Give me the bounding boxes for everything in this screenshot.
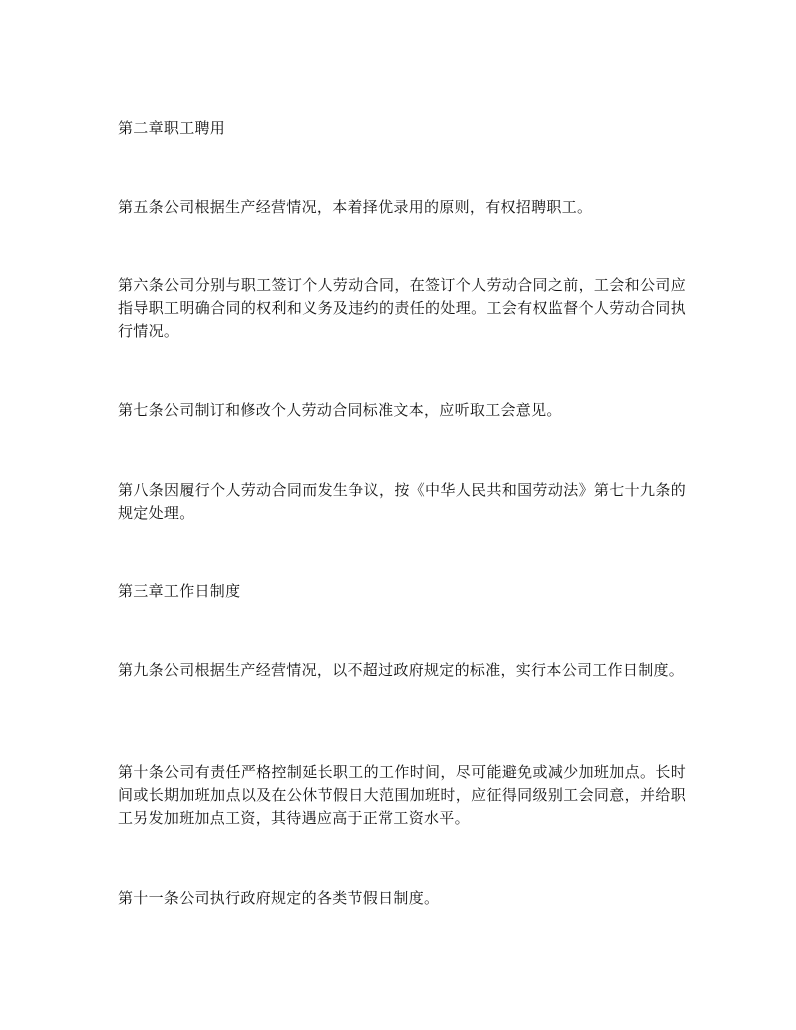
article-9: 第九条公司根据生产经营情况，以不超过政府规定的标准，实行本公司工作日制度。 xyxy=(118,661,685,679)
chapter-heading-3: 第三章工作日制度 xyxy=(118,582,241,600)
article-6: 第六条公司分别与职工签订个人劳动合同，在签订个人劳动合同之前，工会和公司应指导职工明确合同的权利和义务及违约的责任的处理。工会有权监督个人劳动合同执行情况。 xyxy=(118,276,686,340)
article-11: 第十一条公司执行政府规定的各类节假日制度。 xyxy=(118,889,440,907)
chapter-heading-2: 第二章职工聘用 xyxy=(118,119,226,137)
article-8: 第八条因履行个人劳动合同而发生争议，按《中华人民共和国劳动法》第七十九条的规定处理。 xyxy=(118,481,686,522)
article-7: 第七条公司制订和修改个人劳动合同标准文本，应听取工会意见。 xyxy=(118,401,562,419)
article-5: 第五条公司根据生产经营情况，本着择优录用的原则，有权招聘职工。 xyxy=(118,198,593,216)
article-10: 第十条公司有责任严格控制延长职工的工作时间，尽可能避免或减少加班加点。长时间或长期加班加点以及在公休节假日大范围加班时，应征得同级别工会同意，并给职工另发加班加点工资，其待遇应高于正常工资水平。 xyxy=(118,763,686,827)
